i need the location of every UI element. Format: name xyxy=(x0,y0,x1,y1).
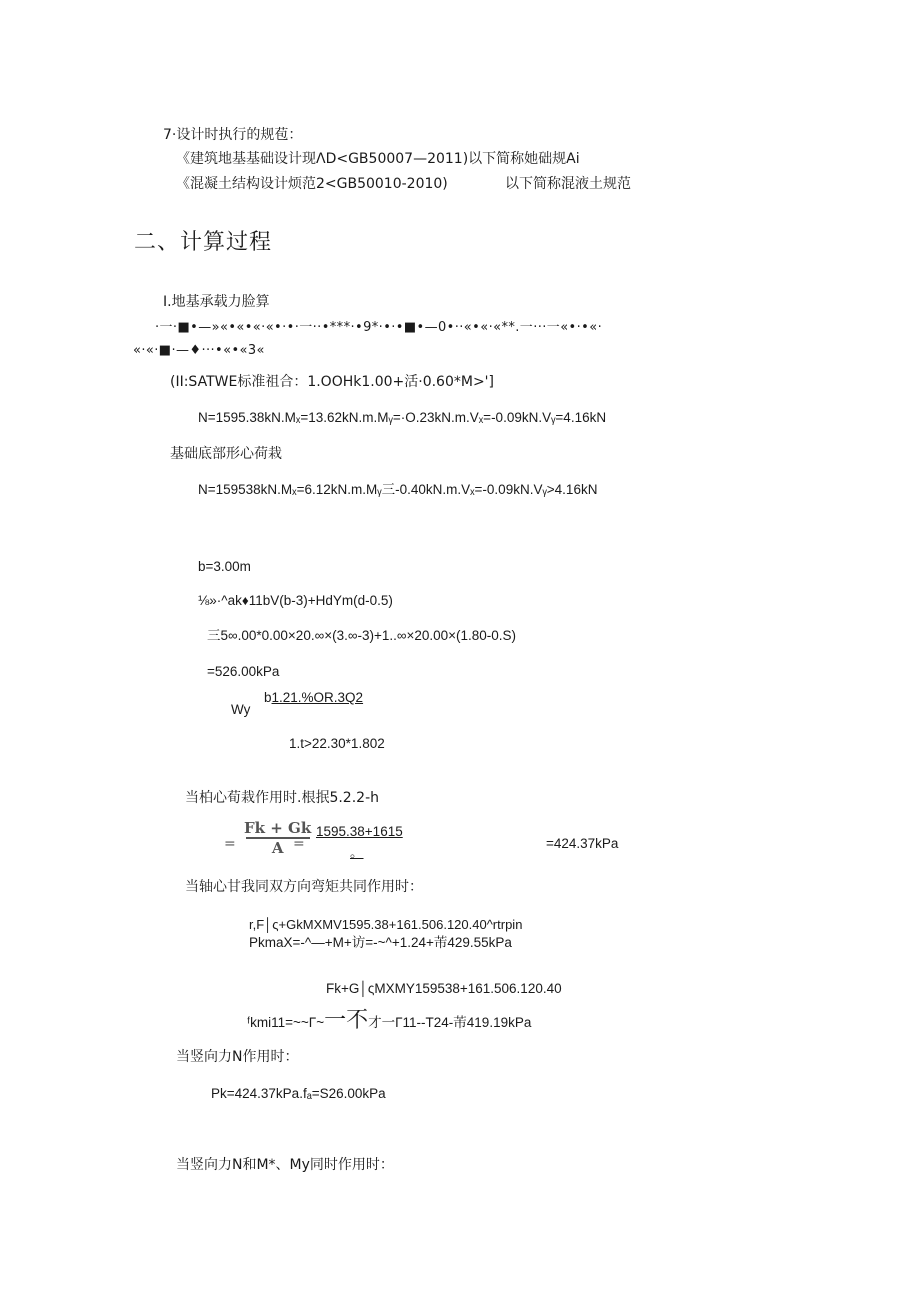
pmax-top-line: r,F│ς+GkMXMV1595.38+161.506.120.40^rtrpin xyxy=(249,917,523,932)
fa-substitution: 三5∞.00*0.00×20.∞×(3.∞-3)+1..∞×20.00×(1.80-0.S) xyxy=(207,628,517,643)
central-load-note: 当柏心荀栽作用时.根抿5.2.2-h xyxy=(185,790,379,806)
section-title: 二、计算过程 xyxy=(134,230,273,255)
spec-item-foundation: 《建筑地基基础设计现ΛD<GB50007—2011)以下简称她础规Ai xyxy=(176,151,580,167)
wy-denominator: 1.t>22.30*1.802 xyxy=(289,736,385,751)
pmin-top-line: Fk+G│ςMXMY159538+161.506.120.40 xyxy=(326,981,562,996)
load-section-title: 基础底部形心荷栽 xyxy=(170,446,282,462)
garbled-line-1: ·一·■•—»«•«•«·«•·•·一··•***·•9*·•·•■•—0•··«•«·«**.一···一«•·•«· xyxy=(155,320,603,335)
pmin-big-symbol: 一不 xyxy=(324,1007,369,1032)
pmin-right: 才一Γ11--T24-芾419.19kPa xyxy=(368,1015,532,1030)
fa-result: =526.00kPa xyxy=(207,664,280,679)
vertical-force-note: 当竖向力N作用时： xyxy=(176,1049,299,1065)
area-denominator: A xyxy=(271,839,284,857)
pk-check: Pk=424.37kPa.fₐ=S26.00kPa xyxy=(211,1086,386,1101)
base-width: b=3.00m xyxy=(198,559,251,574)
pmin-result xyxy=(247,1007,532,1032)
wy-numerator-underlined: 1.21.%OR.3Q2 xyxy=(271,690,364,705)
pk-denominator: 。 xyxy=(350,845,364,860)
wy-numerator xyxy=(264,690,363,706)
equals-sign-left: = xyxy=(224,836,236,852)
garbled-line-2: «·«·■·—♦···•«•«3« xyxy=(133,343,265,358)
subsection-title: I.地基承载力脸算 xyxy=(163,294,270,310)
wy-numerator-prefix: b xyxy=(264,690,272,705)
spec-item-concrete: 《混凝土结构设计烦范2<GB50010-2010) xyxy=(176,176,448,192)
fk-gk-numerator: Fk + Gk xyxy=(244,819,312,837)
wy-label: Wy xyxy=(231,702,251,717)
base-forces: N=159538kN.Mₓ=6.12kN.m.Mᵧ三-0.40kN.m.Vₓ=-0.09kN.Vᵧ>4.16kN xyxy=(198,482,598,497)
spec-title: 7·设计时执行的规苞： xyxy=(163,127,303,143)
fa-formula: ⅛»·^ak♦11bV(b-3)+HdYm(d-0.5) xyxy=(198,593,393,608)
pk-result: =424.37kPa xyxy=(546,836,619,851)
pmin-left: ᶠkmi11=~~Γ~ xyxy=(247,1015,325,1030)
bidirectional-note: 当轴心甘我同双方向弯矩共同作用时： xyxy=(185,879,423,895)
equals-sign-right: = xyxy=(293,836,305,852)
spec-item-concrete-abbr: 以下简称混液土规范 xyxy=(505,176,631,192)
column-forces: N=1595.38kN.Mₓ=13.62kN.m.Mᵧ=·O.23kN.m.Vₓ=-0.09kN.Vᵧ=4.16kN xyxy=(198,410,607,425)
load-combination: (II:SATWE标准祖合：1.OOHk1.00+活·0.60*M>'] xyxy=(170,374,494,390)
combined-force-note: 当竖向力N和M*、My同时作用时： xyxy=(176,1157,394,1173)
pk-numerator: 1595.38+1615 xyxy=(316,824,403,839)
pmax-result: PkmaX=-^—+M+访=-~^+1.24+芾429.55kPa xyxy=(249,935,512,950)
